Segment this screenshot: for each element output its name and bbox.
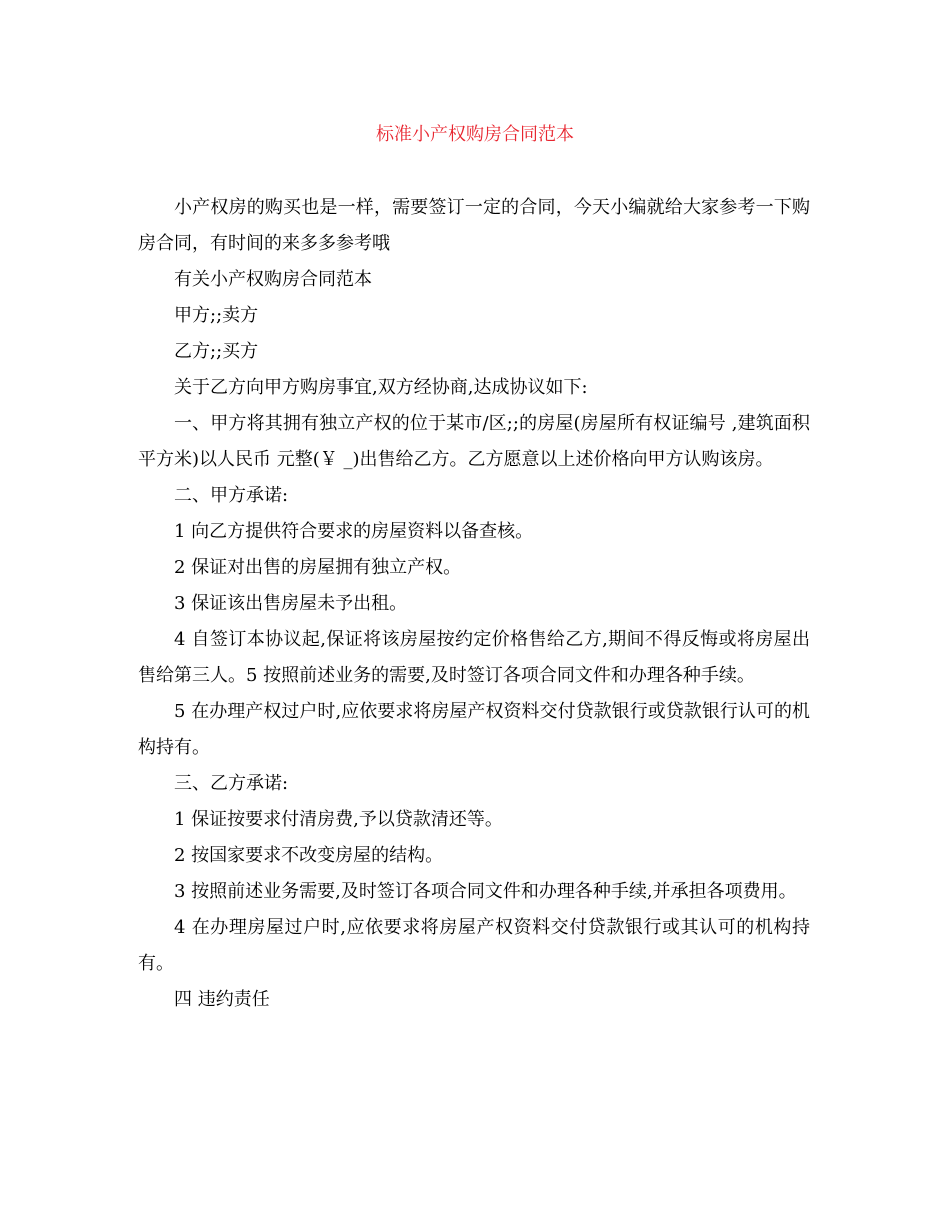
party-b-line: 乙方;;买方 bbox=[174, 341, 259, 362]
intro-paragraph: 小产权房的购买也是一样，需要签订一定的合同，今天小编就给大家参考一下购房合同，有时间的来多多参考哦 bbox=[138, 197, 810, 254]
document-title: 标准小产权购房合同范本 bbox=[376, 124, 574, 145]
clause-3-1: 1 保证按要求付清房费,予以贷款清还等。 bbox=[174, 809, 503, 830]
document-body bbox=[138, 190, 810, 1018]
section-four-heading: 四 违约责任 bbox=[174, 989, 270, 1010]
clause-2-1: 1 向乙方提供符合要求的房屋资料以备查核。 bbox=[174, 521, 534, 542]
section-two-heading: 二、甲方承诺: bbox=[174, 485, 289, 506]
clause-3-2: 2 按国家要求不改变房屋的结构。 bbox=[174, 845, 444, 866]
clause-one: 一、甲方将其拥有独立产权的位于某市/区;;的房屋(房屋所有权证编号 ,建筑面积 平方米)以人民币 元整(￥ _)出售给乙方。乙方愿意以上述价格向甲方认购该房。 bbox=[138, 413, 810, 470]
clause-2-4: 4 自签订本协议起,保证将该房屋按约定价格售给乙方,期间不得反悔或将房屋出售给第三人。5 按照前述业务的需要,及时签订各项合同文件和办理各种手续。 bbox=[138, 629, 810, 686]
contract-heading: 有关小产权购房合同范本 bbox=[174, 269, 372, 290]
clause-3-3: 3 按照前述业务需要,及时签订各项合同文件和办理各种手续,并承担各项费用。 bbox=[174, 881, 797, 902]
clause-3-4: 4 在办理房屋过户时,应依要求将房屋产权资料交付贷款银行或其认可的机构持有。 bbox=[138, 917, 810, 974]
clause-2-5: 5 在办理产权过户时,应依要求将房屋产权资料交付贷款银行或贷款银行认可的机构持有。 bbox=[138, 701, 810, 758]
clause-2-3: 3 保证该出售房屋未予出租。 bbox=[174, 593, 408, 614]
party-a-line: 甲方;;卖方 bbox=[174, 305, 259, 326]
clause-2-2: 2 保证对出售的房屋拥有独立产权。 bbox=[174, 557, 462, 578]
agreement-preamble: 关于乙方向甲方购房事宜,双方经协商,达成协议如下: bbox=[174, 377, 588, 398]
section-three-heading: 三、乙方承诺: bbox=[174, 773, 289, 794]
